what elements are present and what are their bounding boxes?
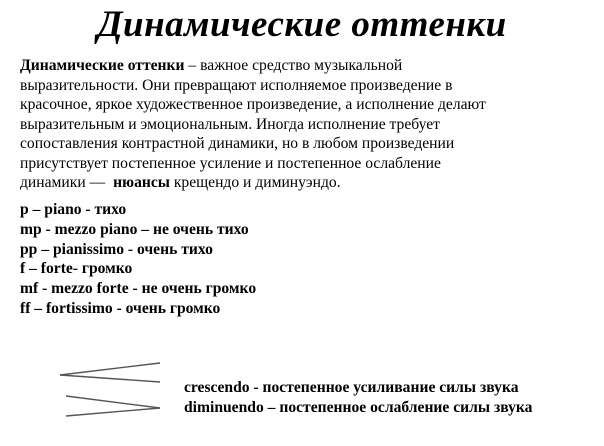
crescendo-hairpin-icon (60, 363, 160, 382)
dynamic-item: mp - mezzo piano – не очень тихо (20, 220, 249, 238)
dynamic-item: f – forte- громко (20, 260, 133, 278)
intro-text: – важное средство музыкальной выразительности. Они превращают исполняемое произведение в красочное, яркое художественное произведение, а исполнение делают выразительным и эмоциональным. Иногда исполнение требует сопоставления контрастной динамики, но в любом произведении присутствует постепенное усиление и постепенное ослабление динамики — (20, 57, 486, 191)
crescendo-text: crescendo - постепенное усиливание силы звука (184, 379, 519, 396)
page-title: Динамические оттенки (97, 4, 507, 45)
intro-nuance: нюансы (113, 174, 170, 191)
intro-term: Динамические оттенки (20, 57, 185, 74)
dynamic-item: ff – fortissimo - очень громко (20, 299, 221, 317)
intro-tail: крещендо и диминуэндо. (169, 174, 341, 191)
dynamic-item: pp – pianissimo - очень тихо (20, 240, 213, 258)
diminuendo-hairpin-icon (66, 396, 160, 416)
diminuendo-text: diminuendo – постепенное ослабление силы звука (184, 399, 533, 416)
hairpin-explanations (184, 378, 532, 418)
dynamics-list (20, 200, 256, 319)
hairpin-symbols (56, 356, 166, 418)
intro-paragraph (20, 56, 510, 193)
dynamic-item: mf - mezzo forte - не очень громко (20, 280, 257, 298)
dynamic-item: p – piano - тихо (20, 201, 127, 218)
